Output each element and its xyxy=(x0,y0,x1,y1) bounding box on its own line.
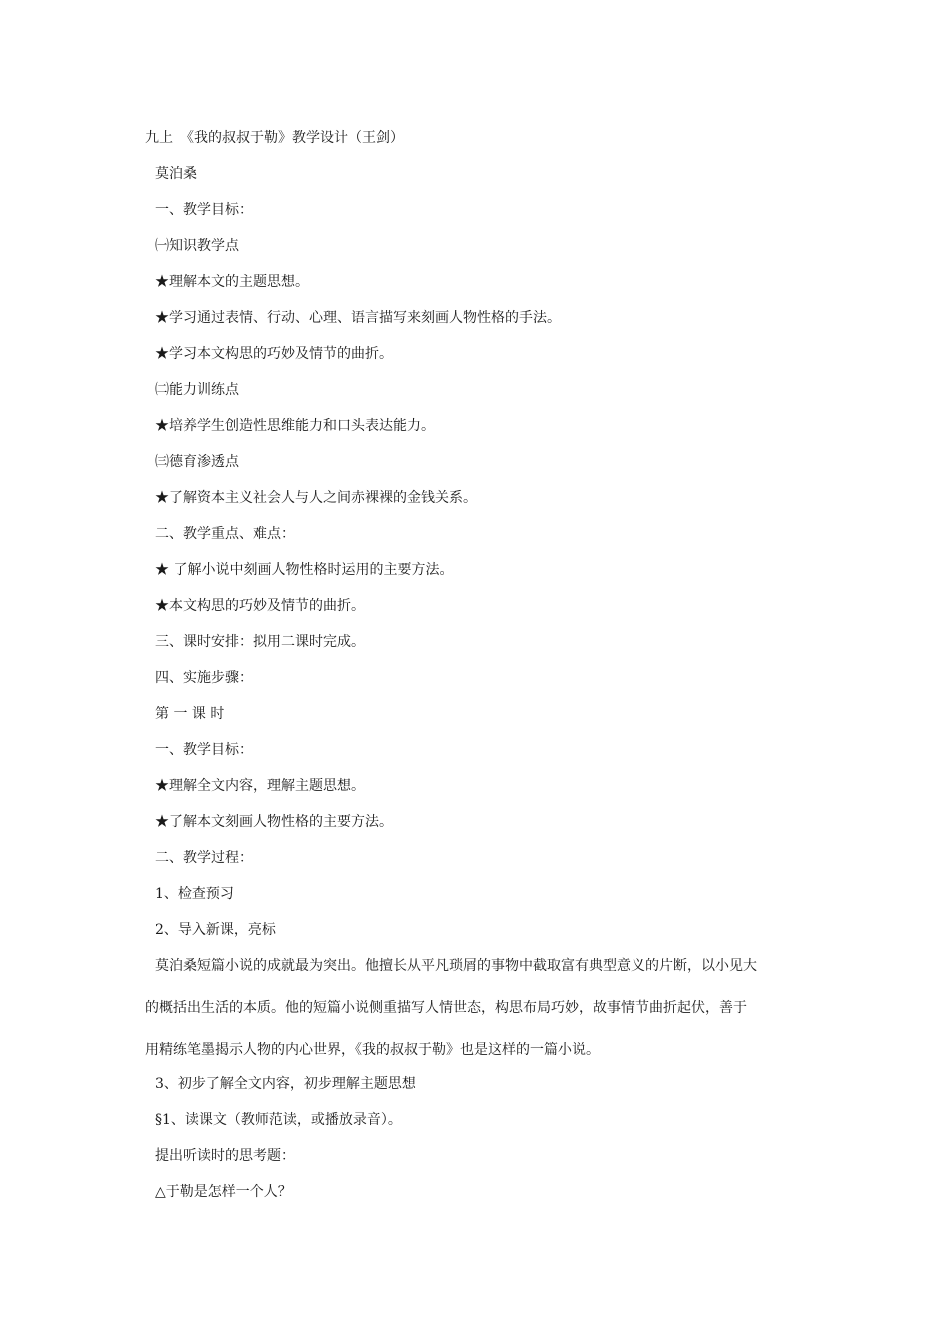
text-line: ★学习本文构思的巧妙及情节的曲折。 xyxy=(155,346,393,362)
text-line: ㈢德育渗透点 xyxy=(155,454,239,470)
paragraph-line: 用精练笔墨揭示人物的内心世界，《我的叔叔于勒》也是这样的一篇小说。 xyxy=(145,1042,600,1058)
text-line: ★培养学生创造性思维能力和口头表达能力。 xyxy=(155,418,435,434)
text-line: 1、检查预习 xyxy=(155,886,234,902)
text-line: 二、教学过程： xyxy=(155,850,253,866)
section-heading: 第 一 课 时 xyxy=(155,706,225,722)
paragraph-line: 的概括出生活的本质。他的短篇小说侧重描写人情世态，构思布局巧妙，故事情节曲折起伏，善于 xyxy=(145,1000,747,1016)
text-line: 一、教学目标： xyxy=(155,742,253,758)
text-line: ★了解本文刻画人物性格的主要方法。 xyxy=(155,814,393,830)
text-line: 提出听读时的思考题： xyxy=(155,1148,295,1164)
text-line: 四、实施步骤： xyxy=(155,670,253,686)
text-line: ㈠知识教学点 xyxy=(155,238,239,254)
text-line: ★本文构思的巧妙及情节的曲折。 xyxy=(155,598,365,614)
paragraph-line: 莫泊桑短篇小说的成就最为突出。他擅长从平凡琐屑的事物中截取富有典型意义的片断，以小见大 xyxy=(155,958,757,974)
text-line: ★理解全文内容，理解主题思想。 xyxy=(155,778,365,794)
text-line: △于勒是怎样一个人？ xyxy=(155,1184,292,1200)
text-line: ★了解资本主义社会人与人之间赤裸裸的金钱关系。 xyxy=(155,490,477,506)
text-line: ★学习通过表情、行动、心理、语言描写来刻画人物性格的手法。 xyxy=(155,310,561,326)
text-line: ㈡能力训练点 xyxy=(155,382,239,398)
text-line: ★ 了解小说中刻画人物性格时运用的主要方法。 xyxy=(155,562,454,578)
text-line: 二、教学重点、难点： xyxy=(155,526,295,542)
author-line: 莫泊桑 xyxy=(155,166,197,182)
text-line: ★理解本文的主题思想。 xyxy=(155,274,309,290)
text-line: 三、课时安排：拟用二课时完成。 xyxy=(155,634,365,650)
text-line: 3、初步了解全文内容，初步理解主题思想 xyxy=(155,1076,416,1092)
text-line: §1、读课文（教师范读，或播放录音）。 xyxy=(155,1112,402,1128)
text-line: 2、导入新课，亮标 xyxy=(155,922,276,938)
text-line: 一、教学目标： xyxy=(155,202,253,218)
document-title: 九上 《我的叔叔于勒》教学设计（王剑） xyxy=(145,130,404,146)
